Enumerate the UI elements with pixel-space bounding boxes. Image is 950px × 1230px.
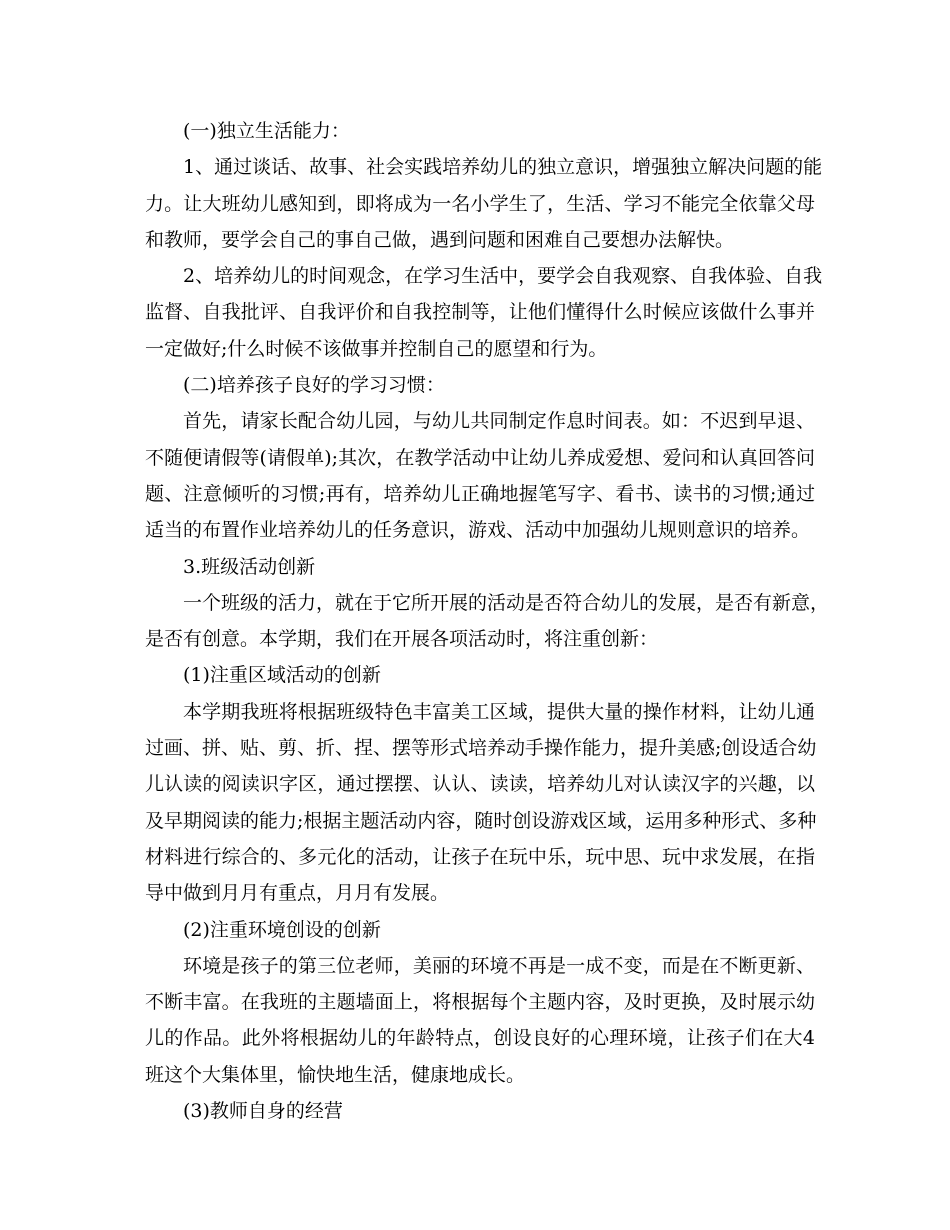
text-line: 导中做到月月有重点，月月有发展。 [145,882,450,905]
text-line: 题、注意倾听的习惯;再有，培养幼儿正确地握笔写字、看书、读书的习惯;通过 [145,482,815,505]
text-line: 1、通过谈话、故事、社会实践培养幼儿的独立意识，增强独立解决问题的能 [183,156,823,179]
text-line: 和教师，要学会自己的事自己做，遇到问题和困难自己要想办法解快。 [145,228,735,251]
text-line: 材料进行综合的、多元化的活动，让孩子在玩中乐，玩中思、玩中求发展，在指 [145,845,815,868]
text-line: 3.班级活动创新 [183,555,316,578]
text-line: 过画、拼、贴、剪、折、捏、摆等形式培养动手操作能力，提升美感;创设适合幼 [145,737,817,760]
text-line: 一个班级的活力，就在于它所开展的活动是否符合幼儿的发展，是否有新意， [183,591,830,614]
text-line: 力。让大班幼儿感知到，即将成为一名小学生了，生活、学习不能完全依靠父母 [145,192,815,215]
text-line: 2、培养幼儿的时间观念，在学习生活中，要学会自我观察、自我体验、自我 [183,265,823,288]
text-line: 一定做好;什么时候不该做事并控制自己的愿望和行为。 [145,337,608,360]
text-line: 及早期阅读的能力;根据主题活动内容，随时创设游戏区域，运用多种形式、多种 [145,809,817,832]
document-page [145,113,830,1129]
text-line: (二)培养孩子良好的学习习惯： [183,374,445,397]
text-line: (2)注重环境创设的创新 [183,918,381,941]
text-line: 班这个大集体里，愉快地生活，健康地成长。 [145,1063,526,1086]
text-line: 首先，请家长配合幼儿园，与幼儿共同制定作息时间表。如：不迟到早退、 [183,410,815,433]
text-line: 监督、自我批评、自我评价和自我控制等，让他们懂得什么时候应该做什么事并 [145,301,815,324]
text-line: 不断丰富。在我班的主题墙面上，将根据每个主题内容，及时更换，及时展示幼 [145,991,815,1014]
text-line: 不随便请假等(请假单);其次，在教学活动中让幼儿养成爱想、爱问和认真回答问 [145,446,815,469]
text-line: 儿认读的阅读识字区，通过摆摆、认认、读读，培养幼儿对认读汉字的兴趣，以 [145,773,815,796]
text-line: (3)教师自身的经营 [183,1100,343,1123]
text-line: 本学期我班将根据班级特色丰富美工区域，提供大量的操作材料，让幼儿通 [183,700,815,723]
text-line: 适当的布置作业培养幼儿的任务意识，游戏、活动中加强幼儿规则意识的培养。 [145,519,811,542]
text-line: (一)独立生活能力： [183,120,350,142]
text-line: (1)注重区域活动的创新 [183,664,381,687]
text-line: 儿的作品。此外将根据幼儿的年龄特点，创设良好的心理环境，让孩子们在大4 [145,1027,815,1050]
text-line: 是否有创意。本学期，我们在开展各项活动时，将注重创新： [145,628,659,651]
text-line: 环境是孩子的第三位老师，美丽的环境不再是一成不变，而是在不断更新、 [183,954,815,977]
